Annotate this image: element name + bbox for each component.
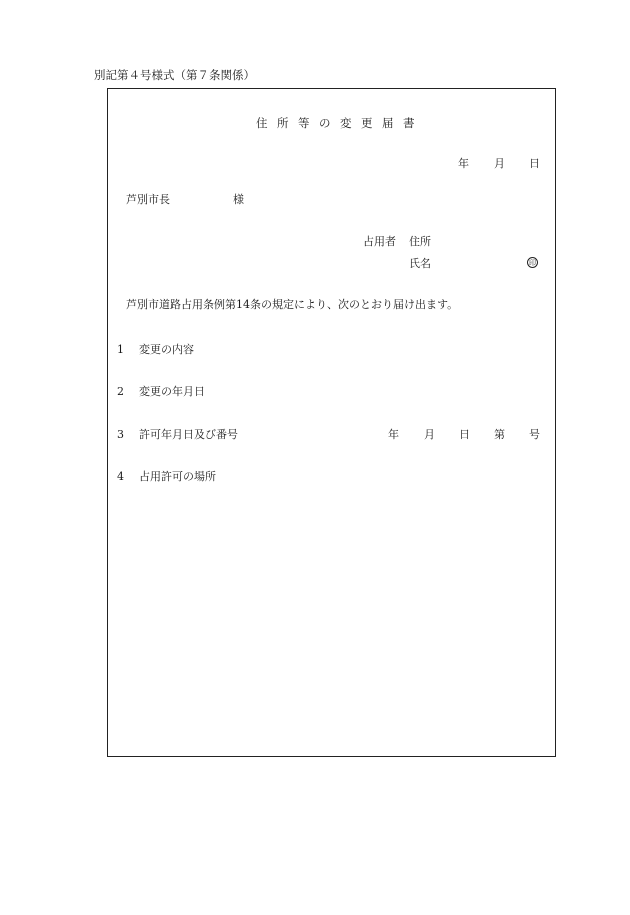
form-frame xyxy=(107,88,556,757)
item-label: 変更の内容 xyxy=(139,343,194,356)
permit-dai: 第 xyxy=(494,428,505,441)
date-day: 日 xyxy=(529,157,540,170)
date-month: 月 xyxy=(494,157,505,170)
title-char: 所 xyxy=(277,116,289,130)
statement-text: 芦別市道路占用条例第14条の規定により、次のとおり届け出ます。 xyxy=(126,298,459,311)
permit-year: 年 xyxy=(388,428,399,441)
title-char: 更 xyxy=(361,116,373,130)
item-label: 占用許可の場所 xyxy=(139,470,216,483)
title-char: 等 xyxy=(298,116,310,130)
item-label: 許可年月日及び番号 xyxy=(139,428,238,441)
title-char: 住 xyxy=(256,116,268,130)
permit-day: 日 xyxy=(459,428,470,441)
permit-month: 月 xyxy=(424,428,435,441)
applicant-name-label: 氏名 xyxy=(409,257,431,270)
item-number: 2 xyxy=(117,385,124,398)
item-label: 変更の年月日 xyxy=(139,385,205,398)
item-number: 3 xyxy=(117,428,124,441)
form-number-label: 別記第４号様式（第７条関係） xyxy=(94,68,255,82)
seal-icon: 印 xyxy=(529,259,536,267)
item-number: 1 xyxy=(117,343,124,356)
title-char: 変 xyxy=(340,116,352,130)
addressee-honorific: 様 xyxy=(233,193,244,206)
title-char: の xyxy=(319,116,331,130)
title-char: 届 xyxy=(382,116,394,130)
date-year: 年 xyxy=(458,157,469,170)
permit-go: 号 xyxy=(529,428,540,441)
addressee-name: 芦別市長 xyxy=(126,193,170,206)
title-char: 書 xyxy=(403,116,415,130)
applicant-role: 占用者 xyxy=(363,235,396,248)
item-number: 4 xyxy=(117,470,124,483)
applicant-address-label: 住所 xyxy=(409,235,431,248)
